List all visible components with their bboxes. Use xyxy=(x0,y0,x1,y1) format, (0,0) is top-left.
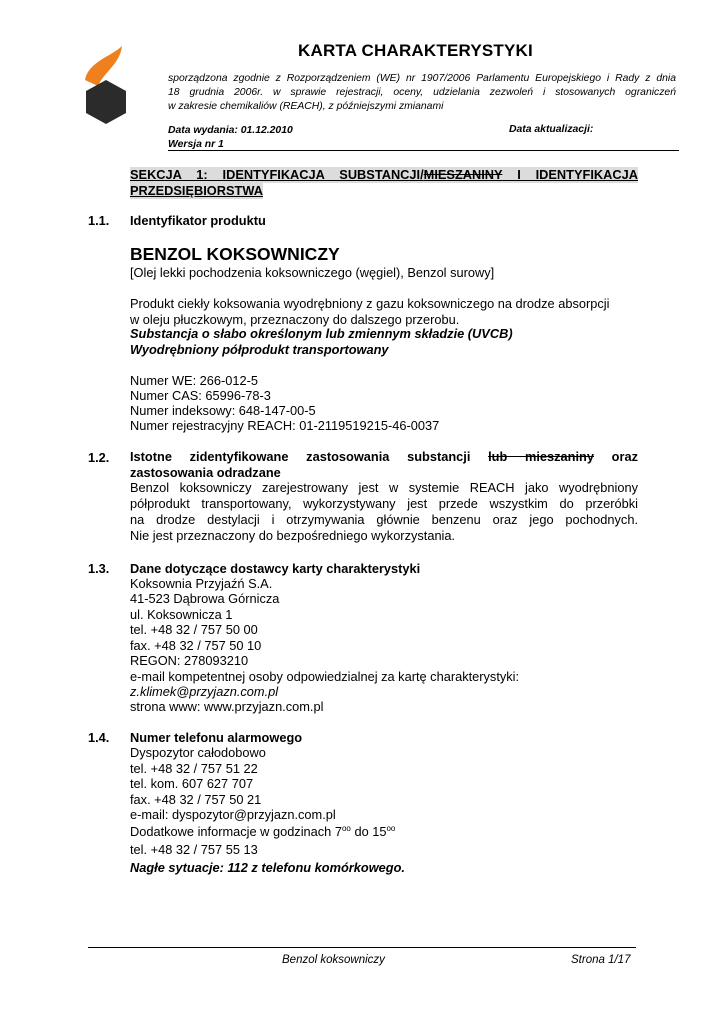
dispatcher-email: e-mail: dyspozytor@przyjazn.com.pl xyxy=(130,807,336,822)
we-number: Numer WE: 266-012-5 xyxy=(130,373,259,388)
email-link[interactable]: z.klimek@przyjazn.com.pl xyxy=(130,684,279,699)
subsection-number: 1.1. xyxy=(88,213,110,228)
reach-number: Numer rejestracyjny REACH: 01-2119519215-46-0037 xyxy=(130,418,440,433)
product-synonyms: [Olej lekki pochodzenia koksowniczego (węgiel), Benzol surowy] xyxy=(130,265,495,280)
header-divider xyxy=(168,150,679,151)
dispatcher-label: Dyspozytor całodobowo xyxy=(130,745,266,760)
email-label: e-mail kompetentnej osoby odpowiedzialnej za kartę charakterystyki: xyxy=(130,669,520,684)
company-logo xyxy=(82,46,130,126)
supplier-street: ul. Koksownicza 1 xyxy=(130,607,233,622)
info-sup: oo xyxy=(386,824,396,833)
version: Wersja nr 1 xyxy=(168,139,224,150)
product-description: Produkt ciekły koksowania wyodrębniony z gazu koksowniczego na drodze absorpcji xyxy=(130,296,610,311)
regulation-note-line: 18 grudnia 2006r. w sprawie rejestracji, oceny, udzielania zezwoleń i stosowanych ograniczeń xyxy=(168,87,676,98)
usage-line: półprodukt transportowany, wykorzystywany jest przede wszystkim do przeróbki xyxy=(130,496,638,511)
heading-struck: lub mieszaniny xyxy=(488,449,594,464)
logo-hexagon-icon xyxy=(86,80,126,124)
regulation-note-line: sporządzona zgodnie z Rozporządzeniem (WE) nr 1907/2006 Parlamentu Europejskiego i Rady z dnia xyxy=(168,73,676,84)
subsection-heading-line xyxy=(130,449,638,465)
subsection-number: 1.3. xyxy=(88,561,110,576)
page-number: Strona 1/17 xyxy=(571,954,631,966)
heading-part: oraz xyxy=(593,449,638,464)
logo-flame-icon xyxy=(85,46,122,86)
issue-date: Data wydania: 01.12.2010 xyxy=(168,125,293,136)
dispatcher-mobile: tel. kom. 607 627 707 xyxy=(130,776,254,791)
cas-number: Numer CAS: 65996-78-3 xyxy=(130,388,271,403)
document-title: KARTA CHARAKTERYSTYKI xyxy=(298,41,533,60)
supplier-city: 41-523 Dąbrowa Górnicza xyxy=(130,591,280,606)
additional-info xyxy=(130,824,395,839)
regulation-note xyxy=(168,72,676,114)
product-description: w oleju płuczkowym, przeznaczony do dalszego przerobu. xyxy=(130,312,460,327)
index-number: Numer indeksowy: 648-147-00-5 xyxy=(130,403,316,418)
supplier-regon: REGON: 278093210 xyxy=(130,653,249,668)
subsection-heading xyxy=(130,449,638,481)
section-title-part: SEKCJA 1: IDENTYFIKACJA SUBSTANCJI/ xyxy=(130,167,424,182)
supplier-tel: tel. +48 32 / 757 50 00 xyxy=(130,622,258,637)
supplier-fax: fax. +48 32 / 757 50 10 xyxy=(130,638,262,653)
section-title-part: I IDENTYFIKACJA xyxy=(502,167,638,182)
product-name: BENZOL KOKSOWNICZY xyxy=(130,244,340,264)
supplier-company: Koksownia Przyjaźń S.A. xyxy=(130,576,273,591)
uvcb-note: Substancja o słabo określonym lub zmiennym składzie (UVCB) xyxy=(130,326,513,341)
usage-line: Nie jest przeznaczony do bezpośredniego wykorzystania. xyxy=(130,528,456,543)
usage-line: Benzol koksowniczy zarejestrowany jest w systemie REACH jako wyodrębniony xyxy=(130,480,638,495)
info-sup: oo xyxy=(341,824,351,833)
subsection-number: 1.2. xyxy=(88,450,110,465)
transport-note: Wyodrębniony półprodukt transportowany xyxy=(130,342,389,357)
info-text: Dodatkowe informacje w godzinach 7 xyxy=(130,824,342,839)
info-text: do 15 xyxy=(350,824,387,839)
issue-info xyxy=(168,124,293,152)
subsection-heading: Identyfikator produktu xyxy=(130,213,266,228)
footer-product: Benzol koksowniczy xyxy=(282,954,385,966)
section-title xyxy=(130,167,638,183)
subsection-heading: Dane dotyczące dostawcy karty charakterystyki xyxy=(130,561,421,576)
dispatcher-fax: fax. +48 32 / 757 50 21 xyxy=(130,792,262,807)
subsection-number: 1.4. xyxy=(88,730,110,745)
usage-line: na drodze destylacji i otrzymywania głównie benzenu oraz jego pochodnych. xyxy=(130,512,638,527)
section-title-line2: PRZEDSIĘBIORSTWA xyxy=(130,183,263,198)
subsection-heading: Numer telefonu alarmowego xyxy=(130,730,303,745)
info-tel: tel. +48 32 / 757 55 13 xyxy=(130,842,258,857)
dispatcher-tel: tel. +48 32 / 757 51 22 xyxy=(130,761,258,776)
footer-divider xyxy=(88,947,636,948)
section-title-struck: MIESZANINY xyxy=(423,167,503,182)
update-date: Data aktualizacji: xyxy=(509,124,594,135)
usage-description xyxy=(130,480,638,544)
website: strona www: www.przyjazn.com.pl xyxy=(130,699,324,714)
subsection-heading-line: zastosowania odradzane xyxy=(130,465,281,480)
emergency-note: Nagłe sytuacje: 112 z telefonu komórkowego. xyxy=(130,860,405,875)
heading-part: Istotne zidentyfikowane zastosowania substancji xyxy=(130,449,489,464)
regulation-note-line: w zakresie chemikaliów (REACH), z późniejszymi zmianami xyxy=(168,101,444,112)
